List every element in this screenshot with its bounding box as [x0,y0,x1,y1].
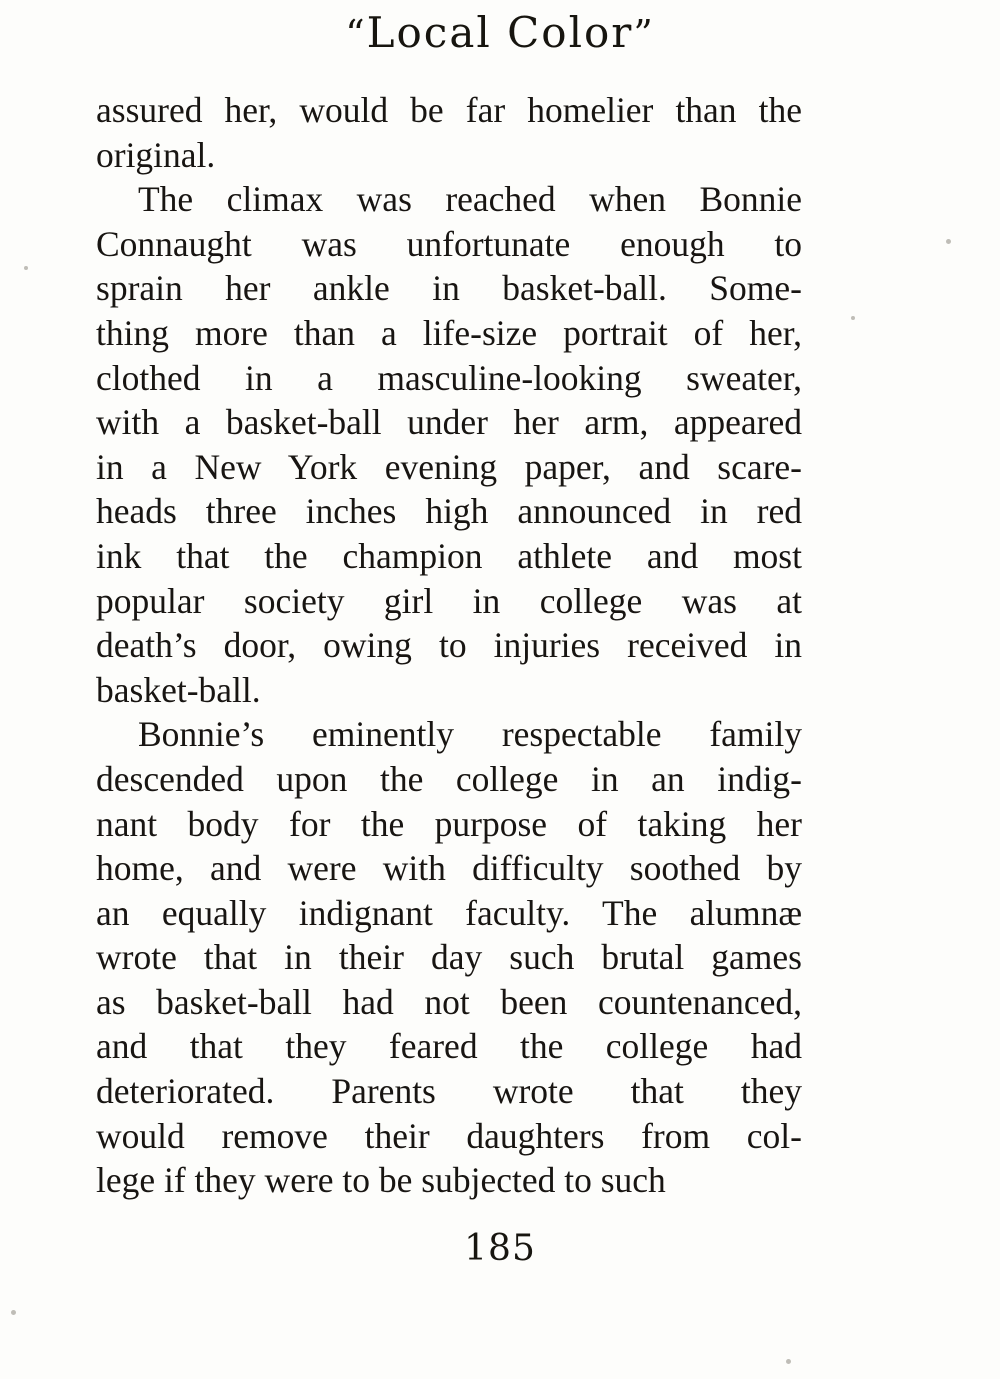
running-head-title: Local Color [366,8,634,57]
text-line: assured her, would be far homelier than the [96,90,802,130]
page-number: 185 [464,1228,536,1269]
text-line: thing more than a life-size portrait of her, [96,312,802,353]
scan-speck [11,1310,16,1315]
text-line: would remove their daughters from col- [96,1115,802,1156]
text-line: ink that the champion athlete and most [96,535,802,576]
text-line: The climax was reached when Bonnie [138,179,802,220]
running-head [0,8,1000,57]
text-line: nant body for the purpose of taking her [96,803,802,844]
paragraph-continued [96,88,802,177]
scan-speck [786,1359,791,1364]
text-line: Bonnie’s eminently respectable family [138,714,802,755]
running-head-close-quote: ” [633,12,655,56]
text-line: basket-ball. [96,669,261,710]
text-line: popular society girl in college was at [96,580,802,621]
text-line: and that they feared the college had [96,1026,802,1067]
text-line: an equally indignant faculty. The alumnæ [96,892,802,933]
text-line: deteriorated. Parents wrote that they [96,1071,802,1112]
paragraph-climax [96,177,802,712]
running-head-open-quote: “ [345,12,367,56]
text-line: death’s door, owing to injuries received in [96,625,802,666]
text-line: clothed in a masculine-looking sweater, [96,357,802,398]
text-line: sprain her ankle in basket-ball. Some- [96,268,802,309]
scan-speck [24,266,28,270]
text-line: lege if they were to be subjected to such [96,1160,666,1201]
text-line: descended upon the college in an indig- [96,758,802,799]
scan-speck [946,239,951,244]
text-line: original. [96,134,216,175]
text-line: with a basket-ball under her arm, appeared [96,402,802,443]
text-line: Connaught was unfortunate enough to [96,223,802,264]
paragraph-bonnies-family [96,712,802,1203]
text-line: heads three inches high announced in red [96,491,802,532]
text-line: home, and were with difficulty soothed by [96,848,802,889]
scan-speck [851,316,855,320]
page-body-text [96,88,802,1203]
text-line: as basket-ball had not been countenanced, [96,981,802,1022]
text-line: in a New York evening paper, and scare- [96,446,802,487]
text-line: wrote that in their day such brutal games [96,937,802,978]
